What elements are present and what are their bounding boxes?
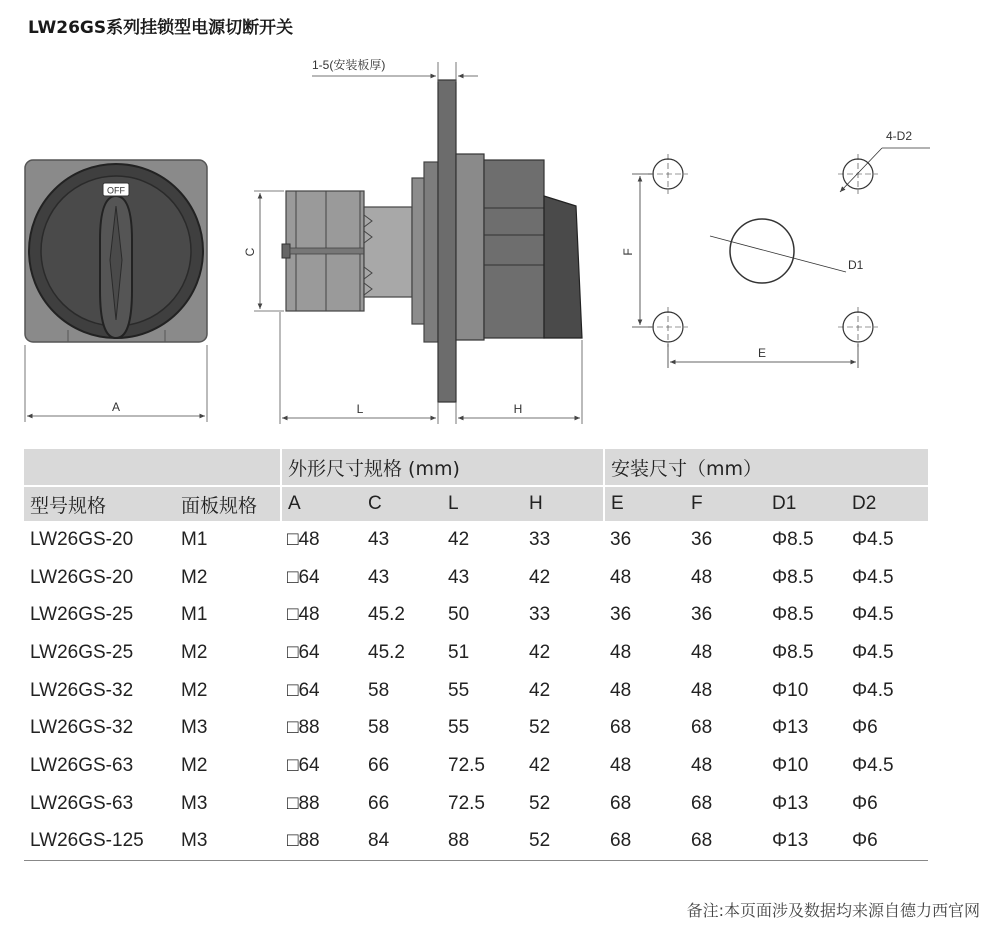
dim-f-label: F — [621, 248, 635, 256]
cell-c: 58 — [368, 679, 390, 701]
dimension-drawing — [0, 40, 990, 440]
cell-d2: Φ4.5 — [852, 528, 894, 550]
dim-l-label: L — [356, 402, 364, 416]
dim-a-label: A — [111, 400, 121, 414]
cell-model: LW26GS-25 — [30, 641, 134, 663]
cell-l: 43 — [448, 566, 470, 588]
side-view — [282, 80, 582, 402]
cell-e: 48 — [610, 754, 632, 776]
cell-d1: Φ13 — [766, 823, 846, 861]
cell-l: 88 — [442, 823, 523, 861]
cell-e: 36 — [610, 528, 632, 550]
cell-c: 58 — [368, 717, 390, 739]
cell-d1: Φ10 — [772, 679, 809, 701]
cell-c: 45.2 — [368, 604, 405, 626]
table-row — [24, 521, 928, 559]
cell-f: 36 — [691, 528, 713, 550]
table-row — [24, 747, 928, 785]
dim-a — [25, 345, 207, 422]
cell-model: LW26GS-32 — [30, 679, 134, 701]
cell-a: □88 — [287, 717, 320, 739]
cell-f: 68 — [691, 717, 713, 739]
mounting-layout — [632, 148, 930, 368]
col-panel: 面板规格 — [175, 486, 281, 521]
page-title: LW26GS系列挂锁型电源切断开关 — [28, 18, 294, 38]
cell-d2: Φ4.5 — [852, 679, 894, 701]
col-f: F — [685, 486, 766, 521]
cell-l: 55 — [448, 717, 470, 739]
spec-table — [24, 449, 928, 861]
cell-h: 42 — [529, 754, 551, 776]
cell-d1: Φ13 — [772, 717, 809, 739]
cell-h: 42 — [529, 566, 551, 588]
cell-a: □48 — [287, 528, 320, 550]
cell-c: 84 — [362, 823, 442, 861]
dim-e-label: E — [757, 346, 767, 360]
table-row — [24, 634, 928, 672]
cell-f: 68 — [685, 823, 766, 861]
group-outline: 外形尺寸规格 (mm) — [281, 449, 604, 486]
cell-c: 66 — [368, 792, 390, 814]
cell-model: LW26GS-125 — [24, 823, 175, 861]
cell-panel: M1 — [181, 604, 208, 626]
footnote: 备注:本页面涉及数据均来源自德力西官网 — [686, 901, 980, 920]
table-row — [24, 596, 928, 634]
cell-d1: Φ10 — [772, 754, 809, 776]
cell-e: 68 — [610, 792, 632, 814]
cell-d2: Φ6 — [846, 823, 928, 861]
cell-l: 50 — [448, 604, 470, 626]
cell-model: LW26GS-20 — [30, 566, 134, 588]
cell-h: 42 — [529, 679, 551, 701]
table-row — [24, 709, 928, 747]
table-column-header — [24, 486, 928, 521]
cell-a: □48 — [287, 604, 320, 626]
cell-h: 52 — [529, 792, 551, 814]
col-d2: D2 — [846, 486, 928, 521]
cell-f: 48 — [691, 641, 713, 663]
cell-f: 68 — [691, 792, 713, 814]
col-e: E — [604, 486, 685, 521]
cell-model: LW26GS-63 — [30, 792, 134, 814]
cell-c: 43 — [368, 528, 390, 550]
cell-panel: M3 — [181, 792, 208, 814]
cell-d2: Φ4.5 — [852, 754, 894, 776]
cell-l: 51 — [448, 641, 470, 663]
cell-panel: M2 — [181, 754, 208, 776]
cell-h: 33 — [529, 604, 551, 626]
dim-panel-thickness — [312, 57, 478, 82]
cell-d2: Φ4.5 — [852, 566, 894, 588]
cell-l: 55 — [448, 679, 470, 701]
cell-h: 52 — [523, 823, 604, 861]
col-d1: D1 — [766, 486, 846, 521]
dim-d2-label: 4-D2 — [886, 129, 913, 143]
col-c: C — [362, 486, 442, 521]
dim-c-label: C — [243, 247, 257, 257]
cell-d1: Φ13 — [772, 792, 809, 814]
cell-h: 33 — [529, 528, 551, 550]
cell-h: 52 — [529, 717, 551, 739]
group-mount: 安装尺寸（mm） — [604, 449, 928, 486]
cell-l: 42 — [448, 528, 470, 550]
table-row — [24, 823, 928, 861]
cell-d2: Φ6 — [852, 792, 878, 814]
cell-h: 42 — [529, 641, 551, 663]
table-group-header — [24, 449, 928, 486]
cell-e: 48 — [610, 641, 632, 663]
cell-model: LW26GS-63 — [30, 754, 134, 776]
cell-a: □64 — [287, 754, 320, 776]
cell-panel: M2 — [181, 679, 208, 701]
cell-f: 36 — [691, 604, 713, 626]
cell-e: 48 — [610, 679, 632, 701]
cell-panel: M2 — [181, 641, 208, 663]
cell-f: 48 — [691, 754, 713, 776]
cell-d2: Φ4.5 — [852, 604, 894, 626]
group-blank — [24, 449, 281, 486]
col-a: A — [281, 486, 362, 521]
dim-c — [243, 191, 284, 311]
cell-d1: Φ8.5 — [772, 566, 814, 588]
off-label: OFF — [107, 185, 125, 196]
cell-d2: Φ4.5 — [852, 641, 894, 663]
cell-model: LW26GS-25 — [30, 604, 134, 626]
col-model: 型号规格 — [24, 486, 175, 521]
cell-f: 48 — [691, 679, 713, 701]
cell-a: □64 — [287, 679, 320, 701]
cell-model: LW26GS-20 — [30, 528, 134, 550]
cell-model: LW26GS-32 — [30, 717, 134, 739]
cell-d1: Φ8.5 — [772, 641, 814, 663]
cell-d1: Φ8.5 — [772, 528, 814, 550]
cell-panel: M3 — [181, 717, 208, 739]
cell-c: 66 — [368, 754, 390, 776]
cell-e: 68 — [610, 717, 632, 739]
cell-d2: Φ6 — [852, 717, 878, 739]
cell-d1: Φ8.5 — [772, 604, 814, 626]
cell-l: 72.5 — [448, 754, 485, 776]
cell-l: 72.5 — [448, 792, 485, 814]
col-l: L — [442, 486, 523, 521]
dim-h-label: H — [513, 402, 523, 416]
cell-e: 48 — [610, 566, 632, 588]
table-row — [24, 785, 928, 823]
table-row — [24, 672, 928, 710]
cell-panel: M3 — [175, 823, 281, 861]
cell-c: 43 — [368, 566, 390, 588]
cell-panel: M1 — [181, 528, 208, 550]
col-h: H — [523, 486, 604, 521]
cell-e: 68 — [604, 823, 685, 861]
table-row — [24, 559, 928, 597]
cell-e: 36 — [610, 604, 632, 626]
cell-panel: M2 — [181, 566, 208, 588]
panel-thickness-label: 1-5(安装板厚) — [312, 58, 386, 72]
dim-d1-label: D1 — [848, 258, 864, 272]
cell-c: 45.2 — [368, 641, 405, 663]
cell-a: □88 — [281, 823, 362, 861]
cell-a: □88 — [287, 792, 320, 814]
front-view — [25, 160, 207, 342]
cell-a: □64 — [287, 566, 320, 588]
cell-f: 48 — [691, 566, 713, 588]
cell-a: □64 — [287, 641, 320, 663]
